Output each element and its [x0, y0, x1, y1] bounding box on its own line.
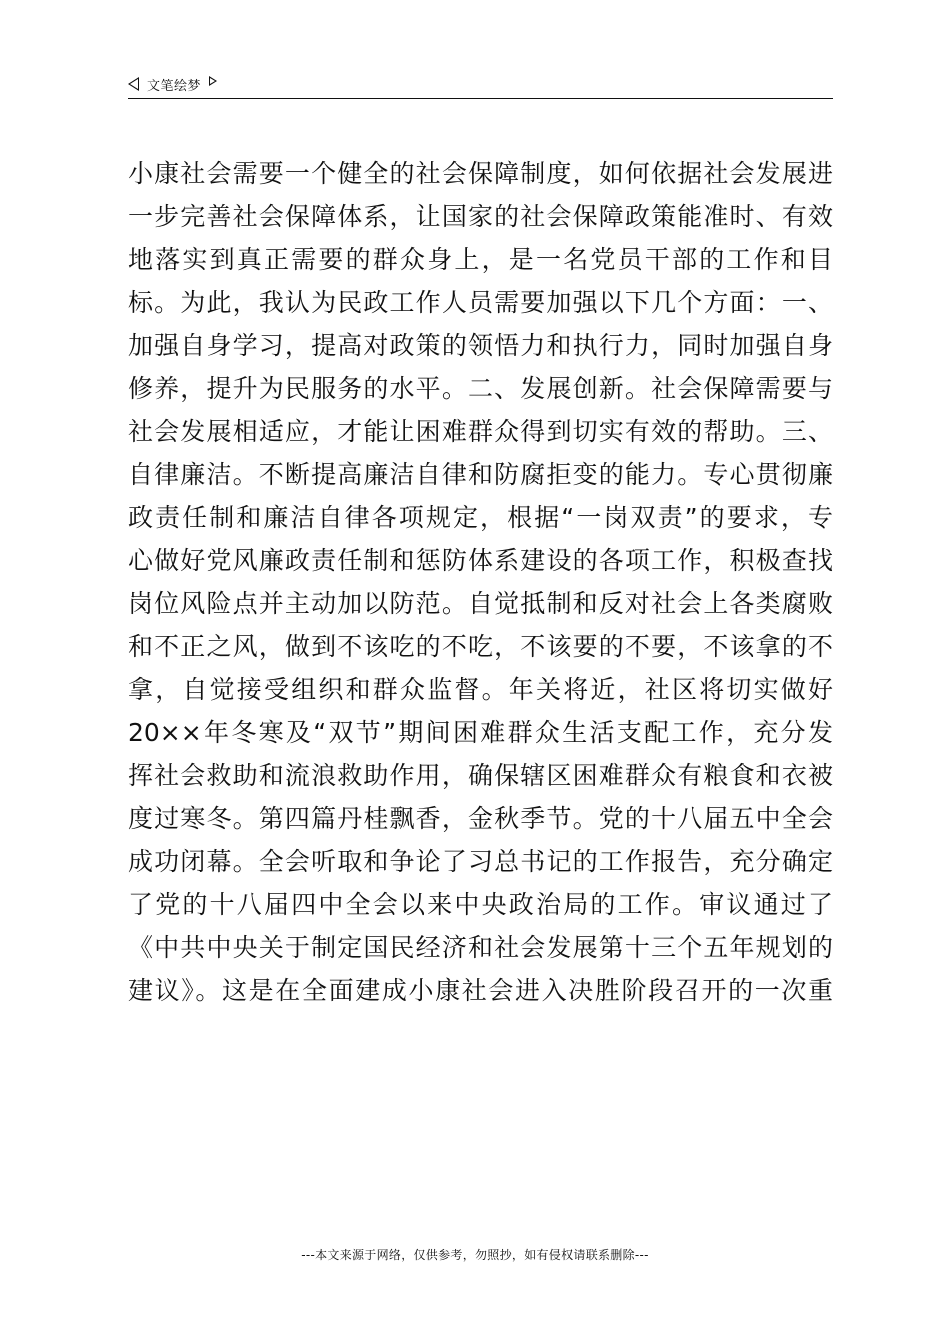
- triangle-left-icon: [128, 77, 139, 91]
- body-line: 心做好党风廉政责任制和惩防体系建设的各项工作，积极查找: [128, 546, 833, 575]
- body-line: 一步完善社会保障体系，让国家的社会保障政策能准时、有效: [128, 202, 833, 231]
- body-line: 加强自身学习，提高对政策的领悟力和执行力，同时加强自身: [128, 331, 833, 360]
- body-line: 和不正之风，做到不该吃的不吃，不该要的不要，不该拿的不: [128, 632, 833, 661]
- body-line: 小康社会需要一个健全的社会保障制度，如何依据社会发展进: [128, 159, 833, 188]
- body-line: 《中共中央关于制定国民经济和社会发展第十三个五年规划的: [128, 933, 833, 962]
- body-line: 20××年冬寒及“双节”期间困难群众生活支配工作，充分发: [128, 718, 833, 747]
- body-line: 建议》。这是在全面建成小康社会进入决胜阶段召开的一次重: [128, 976, 833, 1005]
- body-line: 政责任制和廉洁自律各项规定，根据“一岗双责”的要求，专: [128, 503, 833, 532]
- header-title: 文笔绘梦: [147, 78, 202, 94]
- body-line: 度过寒冬。第四篇丹桂飘香，金秋季节。党的十八届五中全会: [128, 804, 833, 833]
- document-body: [128, 152, 833, 1012]
- body-line: 了党的十八届四中全会以来中央政治局的工作。审议通过了: [128, 890, 833, 919]
- body-line: 标。为此，我认为民政工作人员需要加强以下几个方面：一、: [128, 288, 833, 317]
- header-bar: [128, 72, 833, 96]
- body-line: 成功闭幕。全会听取和争论了习总书记的工作报告，充分确定: [128, 847, 833, 876]
- body-line: 修养，提升为民服务的水平。二、发展创新。社会保障需要与: [128, 374, 833, 403]
- triangle-right-icon: [209, 76, 217, 86]
- page-footer: ---本文来源于网络，仅供参考，勿照抄，如有侵权请联系删除---: [301, 1248, 649, 1262]
- body-line: 自律廉洁。不断提高廉洁自律和防腐拒变的能力。专心贯彻廉: [128, 460, 833, 489]
- page-header: [128, 72, 833, 99]
- body-line: 挥社会救助和流浪救助作用，确保辖区困难群众有粮食和衣被: [128, 761, 833, 790]
- body-line: 岗位风险点并主动加以防范。自觉抵制和反对社会上各类腐败: [128, 589, 833, 618]
- body-line: 拿，自觉接受组织和群众监督。年关将近，社区将切实做好: [128, 675, 833, 704]
- body-line: 社会发展相适应，才能让困难群众得到切实有效的帮助。三、: [128, 417, 833, 446]
- body-line: 地落实到真正需要的群众身上，是一名党员干部的工作和目: [128, 245, 833, 274]
